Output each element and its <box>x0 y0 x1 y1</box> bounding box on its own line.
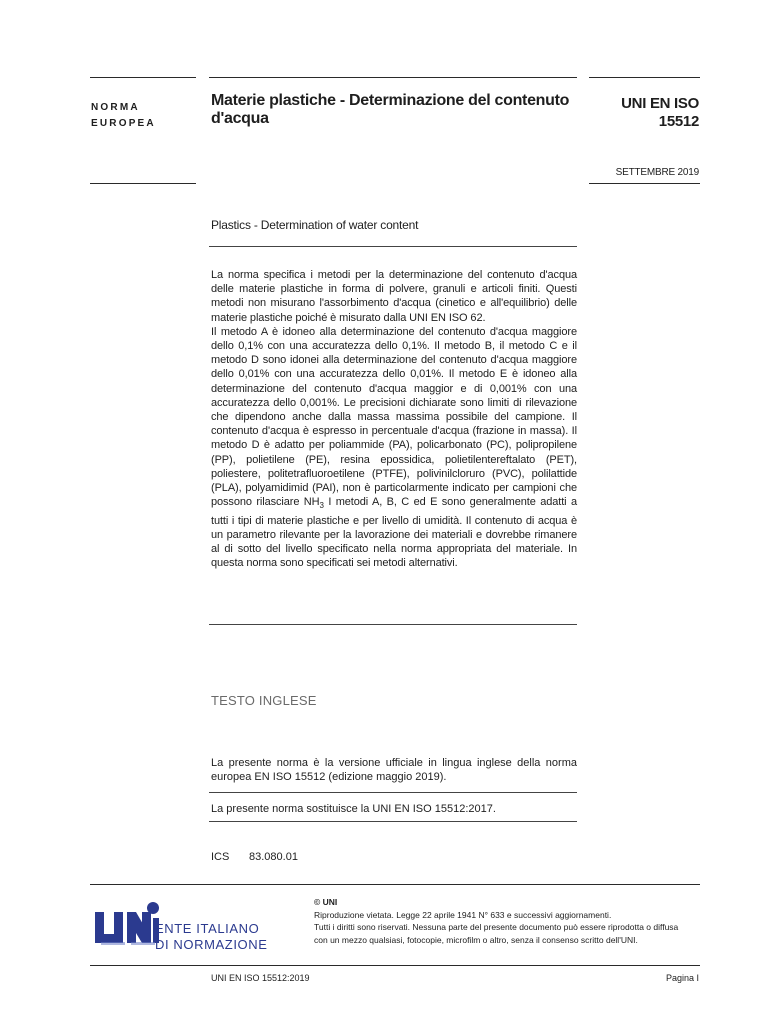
english-title: Plastics - Determination of water content <box>211 218 419 232</box>
abstract-rule <box>209 624 577 625</box>
official-rule <box>209 792 577 793</box>
official-version-note: La presente norma è la versione ufficiale in lingua inglese della norma europea EN ISO 15512 (edizione maggio 2019). <box>211 757 577 784</box>
top-rule-center <box>209 77 577 78</box>
date-rule-left <box>90 183 196 184</box>
top-rule-right <box>589 77 700 78</box>
document-type <box>91 100 156 132</box>
copyright-line4: con un mezzo qualsiasi, fotocopie, microfilm o altro, senza il consenso scritto dell'UNI. <box>314 934 638 945</box>
copyright-line1: © UNI <box>314 897 338 907</box>
abstract-paragraph-2-end: I metodi A, B, C ed E sono generalmente adatti a tutti i tipi di materie plastiche e per livello di umidità. Il contenuto di acqua è un parametro rilevante per la lavorazione dei materiali e dovrebbe rimanere al di sotto del livello specificato nella norma appropriata del materiale. In questa norma sono specificati sei metodi alternativi. <box>211 496 577 570</box>
logo-text-line1: ENTE ITALIANO <box>155 921 260 936</box>
document-type-line1: NORMA <box>91 102 140 113</box>
copyright-notice <box>314 896 702 946</box>
footer-rule <box>90 965 700 966</box>
page-title-line2: d'acqua <box>211 110 269 127</box>
footer-page-number: Pagina I <box>665 973 699 983</box>
abstract <box>211 268 577 570</box>
replaces-rule <box>209 821 577 822</box>
english-title-rule <box>209 246 577 247</box>
standard-code-line1: UNI EN ISO <box>621 95 699 112</box>
copyright-line3: Tutti i diritti sono riservati. Nessuna parte del presente documento può essere riprodotta o diffusa <box>314 922 679 932</box>
publication-date: SETTEMBRE 2019 <box>615 167 699 178</box>
replaces-note: La presente norma sostituisce la UNI EN ISO 15512:2017. <box>211 803 496 815</box>
top-rule-left <box>90 77 196 78</box>
abstract-paragraph-2-start: Il metodo A è idoneo alla determinazione del contenuto d'acqua maggiore dello 0,1% con una accuratezza dello 0,1%. Il metodo B, il metodo C e il metodo D sono idonei alla determinazione del contenuto d'acqua maggiore dello 0,01% con una accuratezza dello 0,01%. Il metodo E è idoneo alla determinazione del contenuto d'acqua maggior e di 0,001% con una accuratezza dello 0,001%. Le precisioni dichiarate sono limiti di rilevazione che dipendono anche dalla massa massima possibile del campione. Il contenuto d'acqua è espresso in percentuale d'acqua (frazione in massa). Il metodo D è adatto per poliammide (PA), policarbonato (PC), polipropilene (PP), polietilene (PE), resina epossidica, polietilentereftalato (PET), poliestere, politetrafluoroetilene (PTFE), polivinilcloruro (PVC), polilattide (PLA), polyamidimid (PAI), non è particolarmente indicato per campioni che possono rilasciare NH <box>211 325 577 509</box>
abstract-paragraph-1: La norma specifica i metodi per la determinazione del contenuto d'acqua delle materie plastiche in forma di polvere, granuli e articoli finiti. Questi metodi non misurano l'assorbimento d'acqua (cinetico e all'equilibrio) delle materie plastiche poiché è misurato dalla UNI EN ISO 62. <box>211 269 577 324</box>
copyright-line2: Riproduzione vietata. Legge 22 aprile 1941 N° 633 e successivi aggiornamenti. <box>314 909 612 920</box>
logo-text <box>155 921 268 953</box>
standard-code-line2: 15512 <box>658 113 699 130</box>
ics-label: ICS <box>211 851 230 863</box>
document-type-line2: EUROPEA <box>91 118 156 129</box>
section-heading: TESTO INGLESE <box>211 693 317 708</box>
ics-value: 83.080.01 <box>249 851 298 863</box>
standard-code <box>590 95 699 131</box>
copyright-rule <box>90 884 700 885</box>
abstract-subscript: 3 <box>319 501 324 511</box>
page-title-line1: Materie plastiche - Determinazione del contenuto <box>211 92 570 109</box>
logo-text-line2: DI NORMAZIONE <box>155 937 268 952</box>
abstract-paragraph-2 <box>211 325 577 571</box>
footer-document-code: UNI EN ISO 15512:2019 <box>211 973 310 983</box>
date-rule-right <box>589 183 700 184</box>
page-title <box>211 92 571 128</box>
